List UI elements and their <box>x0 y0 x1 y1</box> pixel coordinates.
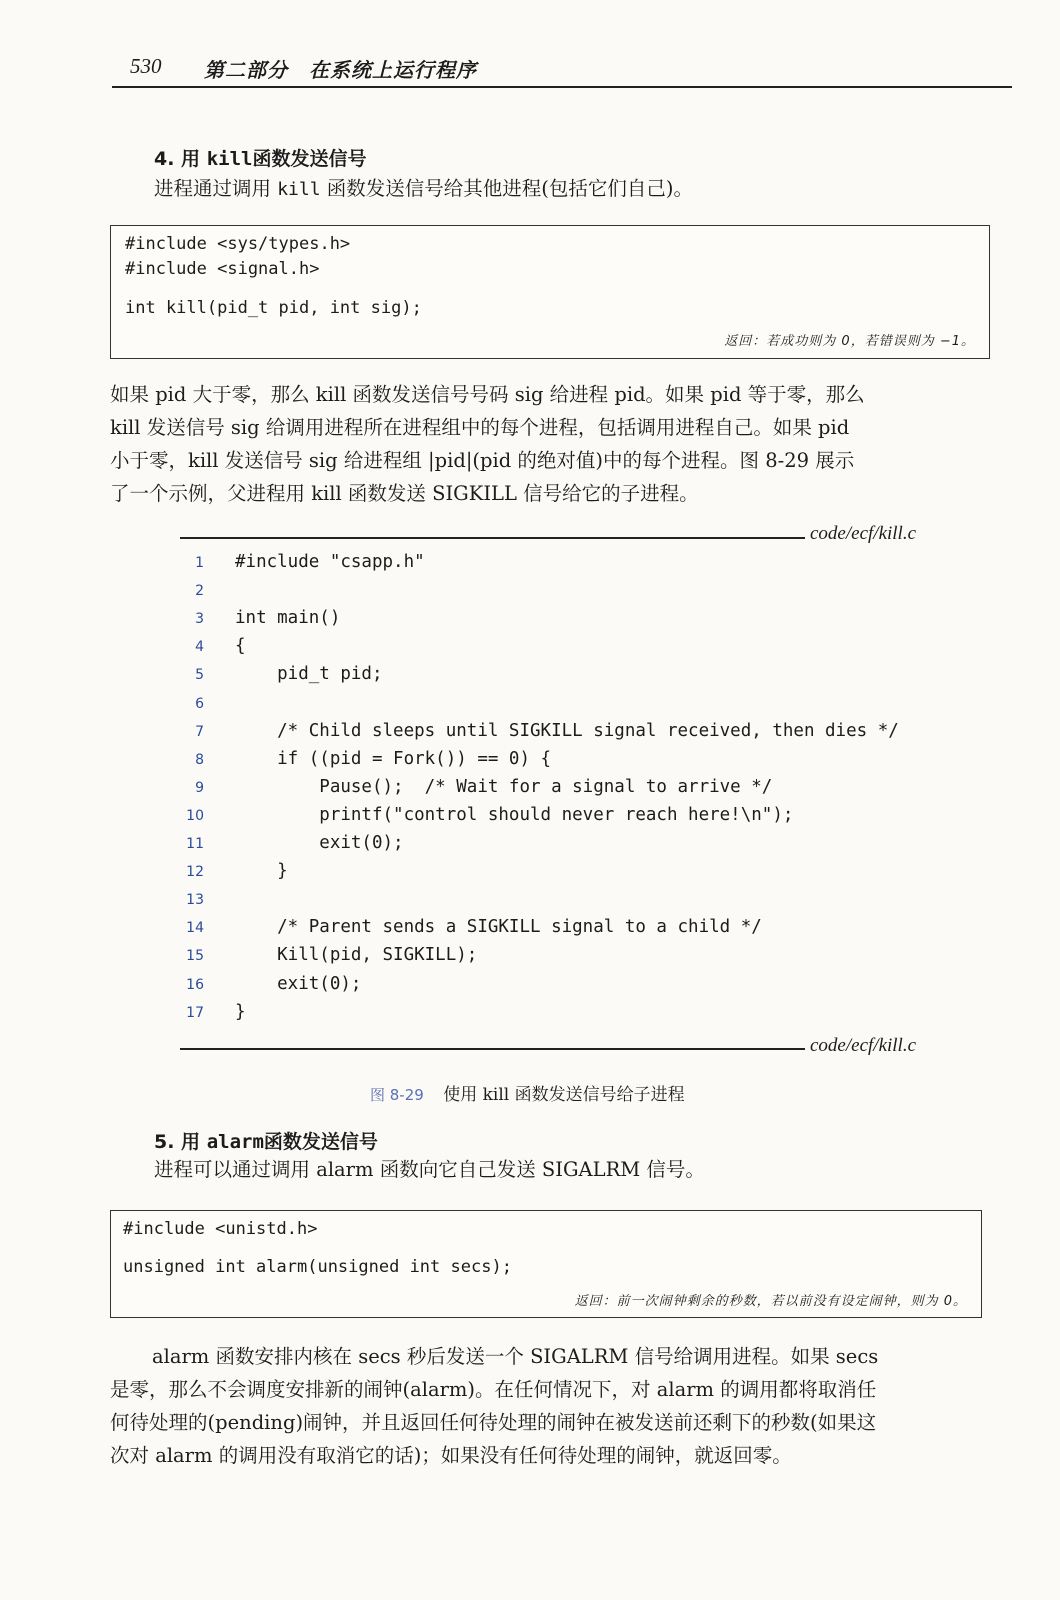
code-text: /* Parent sends a SIGKILL signal to a child */ <box>235 917 762 938</box>
code-text: if ((pid = Fork()) == 0) { <box>235 748 552 769</box>
running-header <box>112 50 1012 86</box>
paragraph-line: 是零，那么不会调度安排新的闹钟(alarm)。在任何情况下，对 alarm 的调用都将取消任 <box>110 1378 877 1401</box>
alarm-signature-box <box>110 1210 982 1318</box>
paragraph-line: alarm 函数安排内核在 secs 秒后发送一个 SIGALRM 信号给调用进程。如果 secs <box>152 1345 879 1368</box>
sig-line: #include <signal.h> <box>125 259 320 279</box>
code-line <box>180 775 960 803</box>
code-line <box>180 634 960 662</box>
code-line <box>180 915 960 943</box>
code-text: } <box>235 1001 246 1022</box>
code-line <box>180 606 960 634</box>
section-4-heading <box>154 144 366 171</box>
code-line <box>180 691 960 719</box>
section-5-func: alarm <box>206 1131 264 1153</box>
section-5-rest: 函数发送信号 <box>263 1131 378 1153</box>
code-line <box>180 803 960 831</box>
listing-top-rule <box>180 537 805 539</box>
line-number: 10 <box>186 807 204 824</box>
section-5-intro: 进程可以通过调用 alarm 函数向它自己发送 SIGALRM 信号。 <box>154 1158 705 1181</box>
code-text: exit(0); <box>235 833 404 853</box>
code-line <box>180 578 960 606</box>
line-number: 2 <box>195 583 204 600</box>
code-line <box>180 831 960 859</box>
code-line <box>180 550 960 578</box>
kill-return-note: 返回：若成功则为 0，若错误则为 −1。 <box>724 334 975 349</box>
code-line <box>180 719 960 747</box>
paragraph-line: 了一个示例，父进程用 kill 函数发送 SIGKILL 信号给它的子进程。 <box>110 482 699 505</box>
alarm-return-note: 返回：前一次闹钟剩余的秒数，若以前没有设定闹钟，则为 0。 <box>574 1294 967 1309</box>
paragraph-line: 何待处理的(pending)闹钟，并且返回任何待处理的闹钟在被发送前还剩下的秒数(如果这 <box>110 1411 877 1434</box>
code-text: Pause(); /* Wait for a signal to arrive */ <box>235 776 773 797</box>
listing-bottom-rule <box>180 1048 805 1050</box>
section-4-intro-b: 函数发送信号给其他进程(包括它们自己)。 <box>326 177 693 200</box>
listing-file-top: code/ecf/kill.c <box>810 523 917 544</box>
line-number: 14 <box>186 920 204 937</box>
section-4-rest: 函数发送信号 <box>252 148 367 170</box>
figure-number: 图 8-29 <box>370 1086 424 1104</box>
paragraph-line: 如果 pid 大于零，那么 kill 函数发送信号号码 sig 给进程 pid。如果 pid 等于零，那么 <box>110 383 865 406</box>
page-number: 530 <box>130 54 162 78</box>
code-line <box>180 943 960 971</box>
section-5-num: 5. 用 <box>154 1131 201 1153</box>
code-text: /* Child sleeps until SIGKILL signal received, then dies */ <box>235 720 899 741</box>
code-line <box>180 1000 960 1028</box>
line-number: 1 <box>195 555 204 571</box>
code-text: { <box>235 636 246 657</box>
part-title: 第二部分 在系统上运行程序 <box>204 58 477 82</box>
header-rule <box>112 86 1012 88</box>
line-number: 17 <box>186 1004 204 1021</box>
line-number: 11 <box>186 836 204 852</box>
line-number: 16 <box>186 976 204 993</box>
code-text: int main() <box>235 608 341 629</box>
figure-caption <box>370 1080 685 1105</box>
section-5-heading <box>154 1127 378 1154</box>
paragraph-line: kill 发送信号 sig 给调用进程所在进程组中的每个进程，包括调用进程自己。如果 pid <box>110 416 850 439</box>
alarm-paragraph <box>110 1340 990 1472</box>
code-text: #include "csapp.h" <box>235 552 425 572</box>
kill-paragraph <box>110 378 990 510</box>
section-4-intro-func: kill <box>277 179 321 200</box>
figure-caption-text: 使用 kill 函数发送信号给子进程 <box>443 1085 685 1105</box>
line-number: 13 <box>186 892 204 909</box>
paragraph-line: 次对 alarm 的调用没有取消它的话)；如果没有任何待处理的闹钟，就返回零。 <box>110 1444 792 1467</box>
sig-line: #include <unistd.h> <box>123 1219 318 1239</box>
paragraph-line: 小于零，kill 发送信号 sig 给进程组 |pid|(pid 的绝对值)中的每个进程。图 8-29 展示 <box>110 449 855 472</box>
code-line <box>180 887 960 915</box>
line-number: 8 <box>195 751 204 768</box>
sig-line: #include <sys/types.h> <box>125 234 351 254</box>
line-number: 5 <box>195 667 204 684</box>
section-4-intro-a: 进程通过调用 <box>154 177 272 200</box>
code-line <box>180 972 960 1000</box>
line-number: 15 <box>186 948 204 965</box>
line-number: 4 <box>195 639 204 656</box>
sig-line: int kill(pid_t pid, int sig); <box>125 298 422 318</box>
line-number: 9 <box>195 779 204 796</box>
code-line <box>180 859 960 887</box>
code-line <box>180 747 960 775</box>
section-4-func: kill <box>206 148 253 170</box>
line-number: 7 <box>195 723 204 740</box>
section-4-intro <box>154 172 1014 206</box>
code-text: } <box>235 861 288 882</box>
code-text: exit(0); <box>235 973 362 994</box>
code-text: printf("control should never reach here!\n"); <box>235 804 794 825</box>
line-number: 3 <box>195 611 204 628</box>
kill-signature-box <box>110 225 990 359</box>
code-line <box>180 662 960 690</box>
code-text: pid_t pid; <box>235 664 383 685</box>
section-4-num: 4. 用 <box>154 148 201 170</box>
line-number: 12 <box>186 864 204 881</box>
line-number: 6 <box>195 695 204 712</box>
listing-file-bottom: code/ecf/kill.c <box>810 1035 917 1056</box>
code-text: Kill(pid, SIGKILL); <box>235 945 478 966</box>
sig-line: unsigned int alarm(unsigned int secs); <box>123 1257 512 1277</box>
